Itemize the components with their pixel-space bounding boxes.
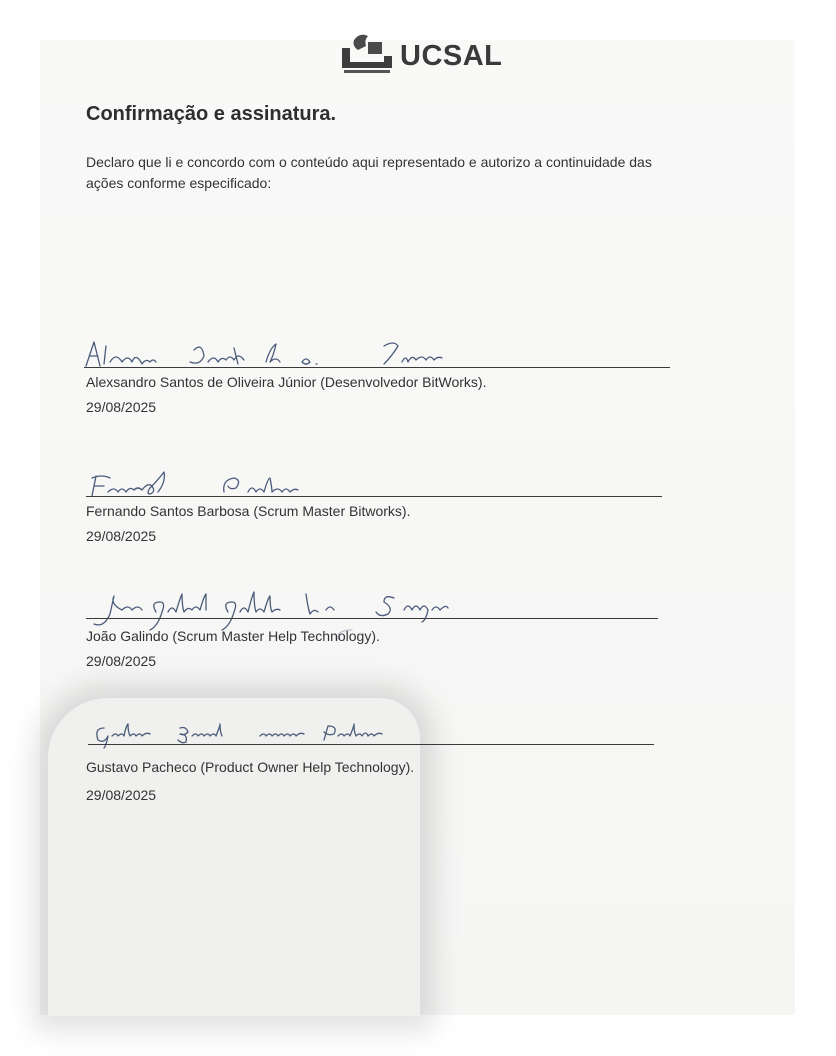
signature-line-1 <box>84 367 670 368</box>
page-title: Confirmação e assinatura. <box>86 103 337 125</box>
signer-name-3: João Galindo (Scrum Master Help Technology). <box>86 628 380 644</box>
handwritten-signature-4 <box>94 720 484 746</box>
declaration-text: Declaro que li e concordo com o conteúdo aqui representado e autorizo a continuidade das ações conforme especificado: <box>86 154 652 191</box>
signature-line-3 <box>86 618 658 619</box>
signer-name-2: Fernando Santos Barbosa (Scrum Master Bitworks). <box>86 503 411 519</box>
signature-block-3 <box>92 588 512 630</box>
signer-name-4: Gustavo Pacheco (Product Owner Help Technology). <box>86 759 415 775</box>
signature-line-2 <box>86 496 662 497</box>
handwritten-signature-1 <box>84 338 484 370</box>
signature-block-4 <box>94 720 484 746</box>
signature-date-4: 29/08/2025 <box>86 787 157 803</box>
signature-date-1: 29/08/2025 <box>86 399 157 415</box>
ucsal-logo <box>338 26 518 78</box>
signature-line-4 <box>88 744 654 745</box>
signer-name-1: Alexsandro Santos de Oliveira Júnior (Desenvolvedor BitWorks). <box>86 374 487 390</box>
handwritten-signature-3 <box>92 588 512 630</box>
signature-date-2: 29/08/2025 <box>86 528 157 544</box>
ucsal-emblem-icon <box>338 30 396 74</box>
signature-date-3: 29/08/2025 <box>86 653 157 669</box>
logo-text: UCSAL <box>400 40 503 72</box>
signature-block-1 <box>84 338 484 370</box>
